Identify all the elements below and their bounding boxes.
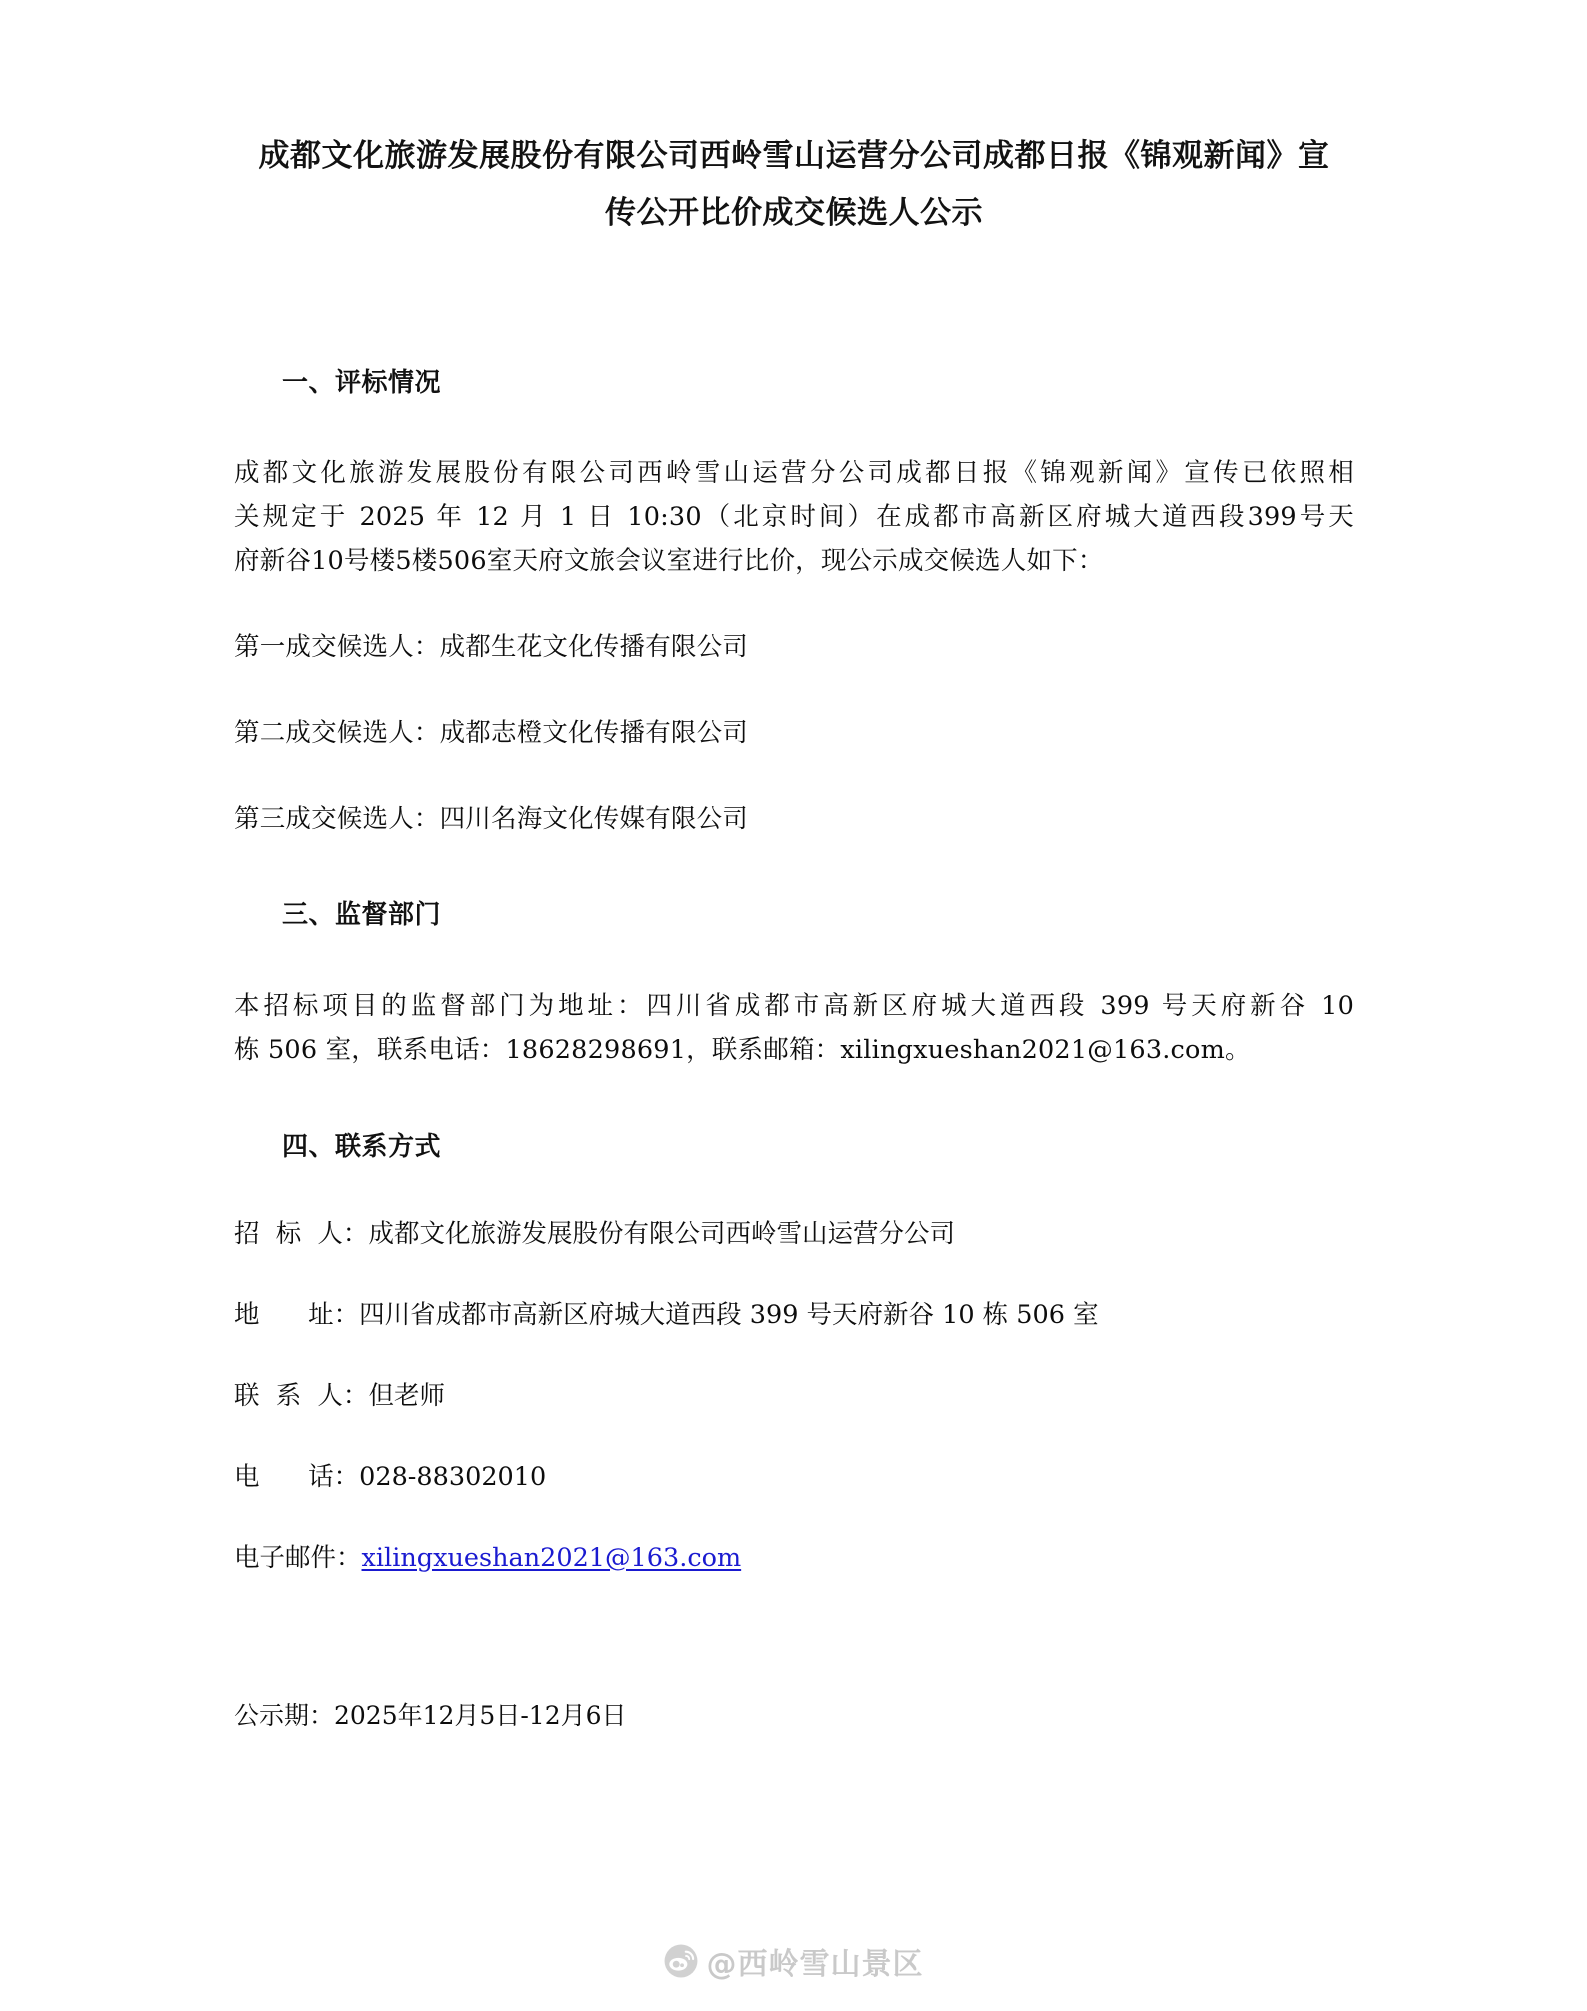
- candidate-second: 第二成交候选人：成都志橙文化传播有限公司: [234, 717, 749, 748]
- section-heading-evaluation: 一、评标情况: [282, 367, 442, 398]
- weibo-logo-icon: [664, 1944, 698, 1978]
- page-title: [234, 0, 1354, 243]
- contact-label-tenderer: 招 标 人：: [234, 1219, 369, 1250]
- contact-row-email: [234, 1538, 1354, 1579]
- candidate-third: 第三成交候选人：四川名海文化传媒有限公司: [234, 803, 749, 834]
- notice-period: 公示期：2025年12月5日-12月6日: [234, 1701, 627, 1731]
- contact-value-person: 但老师: [368, 1380, 445, 1411]
- supervision-paragraph: [234, 985, 1354, 1073]
- supervision-paragraph-line-2: 栋 506 室，联系电话：18628298691，联系邮箱：xilingxueshan2021@163.com。: [234, 1034, 1251, 1065]
- contact-row-address: [234, 1295, 1354, 1336]
- contact-row-tenderer: [234, 1214, 1354, 1255]
- email-link[interactable]: xilingxueshan2021@163.com: [361, 1542, 742, 1573]
- title-line-1: 成都文化旅游发展股份有限公司西岭雪山运营分公司成都日报《锦观新闻》宣: [258, 138, 1330, 174]
- contact-label-person: 联 系 人：: [234, 1380, 369, 1411]
- contact-label-address: 地 址：: [234, 1300, 360, 1331]
- contact-label-phone: 电 话：: [234, 1461, 360, 1492]
- section-heading-contact: 四、联系方式: [282, 1131, 442, 1162]
- evaluation-paragraph-line-1: 成都文化旅游发展股份有限公司西岭雪山运营分公司成都日报《锦观新闻》宣传已依照相: [234, 458, 1354, 489]
- title-line-2: 传公开比价成交候选人公示: [605, 195, 983, 232]
- contact-row-person: [234, 1376, 1354, 1417]
- watermark: [0, 1939, 1587, 1983]
- section-heading-supervision: 三、监督部门: [282, 900, 442, 931]
- contact-value-phone: 028-88302010: [359, 1461, 547, 1492]
- contact-value-address: 四川省成都市高新区府城大道西段 399 号天府新谷 10 栋 506 室: [359, 1300, 1099, 1331]
- watermark-text: @西岭雪山景区: [706, 1947, 924, 1982]
- contact-value-tenderer: 成都文化旅游发展股份有限公司西岭雪山运营分公司: [368, 1219, 955, 1250]
- evaluation-paragraph-line-2: 关规定于 2025 年 12 月 1 日 10:30（北京时间）在成都市高新区府城大道西段399号天: [234, 502, 1354, 533]
- contact-row-phone: [234, 1457, 1354, 1498]
- contact-label-email: 电子邮件：: [234, 1542, 362, 1573]
- document-content: [234, 0, 1354, 1736]
- evaluation-paragraph: [234, 452, 1354, 584]
- candidate-first: 第一成交候选人：成都生花文化传播有限公司: [234, 631, 749, 662]
- supervision-paragraph-line-1: 本招标项目的监督部门为地址：四川省成都市高新区府城大道西段 399 号天府新谷 10: [234, 991, 1354, 1022]
- evaluation-paragraph-line-3: 府新谷10号楼5楼506室天府文旅会议室进行比价，现公示成交候选人如下：: [234, 546, 1104, 576]
